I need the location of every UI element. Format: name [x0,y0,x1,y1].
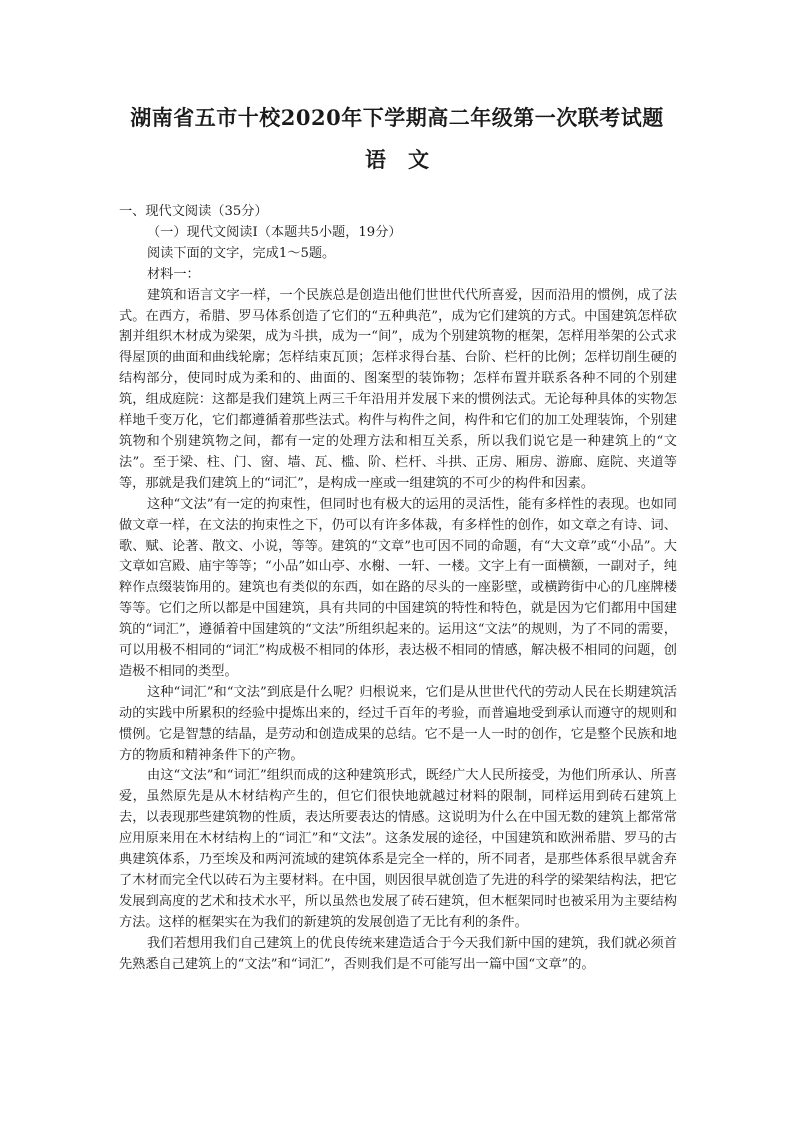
section-subheading: （一）现代文阅读Ⅰ（本题共5小题，19分） [147,224,402,240]
section-instruction: 阅读下面的文字，完成1～5题。 [147,245,336,261]
section-heading: 一、现代文阅读（35分） [119,204,268,219]
paragraph-4: 由这“文法”和“词汇”组织而成的这种建筑形式，既经广大人民所接受，为他们所承认、所喜爱，虽然原先是从木材结构产生的，但它们很快地就越过材料的限制，同样运用到砖石建筑上去，以表现那些建筑物的性质，表达所要表达的情感。这说明为什么在中国无数的建筑上都常常应用原来用在木材结构上的“词汇”和“文法”。这条发展的途径，中国建筑和欧洲希腊、罗马的古典建筑体系，乃至埃及和两河流域的建筑体系是完全一样的，所不同者，是那些体系很早就舍弃了木材而完全代以砖石为主要材料。在中国，则因很早就创造了先进的科学的梁架结构法，把它发展到高度的艺术和技术水平，所以虽然也发展了砖石建筑，但木框架同时也被采用为主要结构方法。这样的框架实在为我们的新建筑的发展创造了无比有利的条件。 [119,768,677,930]
paragraph-2: 这种“文法”有一定的拘束性，但同时也有极大的运用的灵活性，能有多样性的表现。也如同做文章一样，在文法的拘束性之下，仍可以有许多体裁，有多样性的创作，如文章之有诗、词、歌、赋、论著、散文、小说，等等。建筑的“文章”也可因不同的命题，有“大文章”或“小品”。大文章如宫殿、庙宇等等；“小品”如山亭、水榭、一轩、一楼。文字上有一面横额，一副对子，纯粹作点缀装饰用的。建筑也有类似的东西，如在路的尽头的一座影壁，或横跨街中心的几座牌楼等等。它们之所以都是中国建筑，具有共同的中国建筑的特性和特色，就是因为它们都用中国建筑的“词汇”，遵循着中国建筑的“文法”所组织起来的。运用这“文法”的规则，为了不同的需要，可以用极不相同的“词汇”构成极不相同的体形，表达极不相同的情感，解决极不相同的问题，创造极不相同的类型。 [119,496,677,679]
subject-title: 语文 [365,147,451,172]
exam-title: 湖南省五市十校2020年下学期高二年级第一次联考试题 [130,105,664,130]
paragraph-1: 建筑和语言文字一样，一个民族总是创造出他们世世代代所喜爱，因而沿用的惯例，成了法式。在西方，希腊、罗马体系创造了它们的“五种典范”，成为它们建筑的方式。中国建筑怎样砍割并组织木材成为梁架，成为斗拱，成为一“间”，成为个别建筑物的框架，怎样用举架的公式求得屋顶的曲面和曲线轮廓；怎样结束瓦顶；怎样求得台基、台阶、栏杆的比例；怎样切削生硬的结构部分，使同时成为柔和的、曲面的、图案型的装饰物；怎样布置并联系各种不同的个别建筑，组成庭院：这都是我们建筑上两三千年沿用并发展下来的惯例法式。无论每种具体的实物怎样地千变万化，它们都遵循着那些法式。构件与构件之间，构件和它们的加工处理装饰，个别建筑物和个别建筑物之间，都有一定的处理方法和相互关系，所以我们说它是一种建筑上的“文法”。至于梁、柱、门、窗、墙、瓦、槛、阶、栏杆、斗拱、正房、厢房、游廊、庭院、夹道等等，那就是我们建筑上的“词汇”，是构成一座或一组建筑的不可少的构件和因素。 [119,287,677,491]
material-label: 材料一： [147,266,200,282]
paragraph-5: 我们若想用我们自己建筑上的优良传统来建造适合于今天我们新中国的建筑，我们就必须首先熟悉自己建筑上的“文法”和“词汇”，否则我们是不可能写出一篇中国“文章”的。 [119,935,677,972]
reading-section [119,202,677,976]
paragraph-3: 这种“词汇”和“文法”到底是什么呢？归根说来，它们是从世世代代的劳动人民在长期建筑活动的实践中所累积的经验中提炼出来的，经过千百年的考验，而普遍地受到承认而遵守的规则和惯例。它是智慧的结晶，是劳动和创造成果的总结。它不是一人一时的创作，它是整个民族和地方的物质和精神条件下的产物。 [119,684,677,763]
